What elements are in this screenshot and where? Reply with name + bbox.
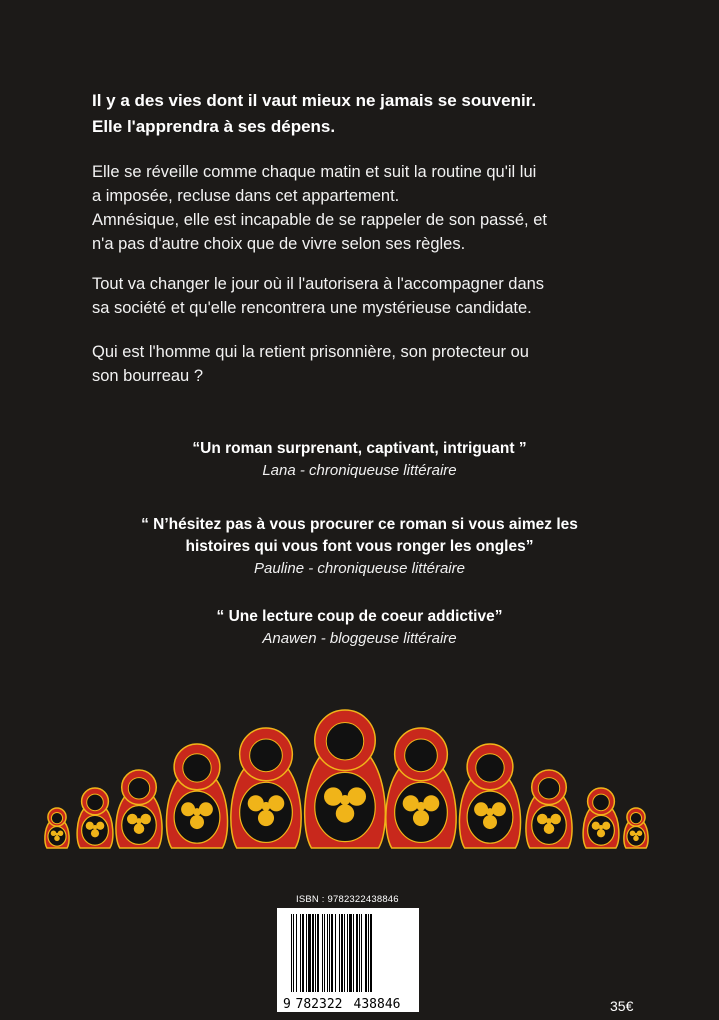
matryoshka-doll (459, 744, 520, 848)
review-author: Anawen - bloggeuse littéraire (262, 630, 457, 647)
synopsis-paragraph-3 (92, 340, 652, 388)
synopsis-line: Amnésique, elle est incapable de se rappeler de son passé, et (92, 211, 547, 229)
tagline-line-2: Elle l'apprendra à ses dépens. (92, 117, 336, 136)
barcode-bars (277, 908, 419, 1012)
review-quote: “ N’hésitez pas à vous procurer ce roman si vous aimez les (141, 516, 578, 533)
barcode-bar (315, 914, 316, 992)
synopsis-line: Qui est l'homme qui la retient prisonnière, son protecteur ou (92, 343, 529, 361)
barcode-bar (331, 914, 333, 992)
review-author: Pauline - chroniqueuse littéraire (254, 560, 465, 577)
synopsis-paragraph-2 (92, 272, 652, 320)
matryoshka-doll (166, 744, 227, 848)
matryoshka-doll (624, 808, 648, 848)
matryoshka-dolls-illustration (0, 700, 719, 860)
barcode-digits: 438846 (353, 997, 401, 1012)
matryoshka-doll (386, 728, 456, 848)
barcode-digits: 9 (283, 997, 291, 1012)
matryoshka-doll (77, 788, 113, 848)
review-quote: histoires qui vous font vous ronger les ongles” (185, 538, 534, 555)
barcode-bar (347, 914, 348, 992)
barcode-bar (308, 914, 311, 992)
barcode-bar (327, 914, 328, 992)
matryoshka-doll (45, 808, 69, 848)
barcode-bar (293, 914, 294, 992)
barcode-bar (359, 914, 360, 992)
price: 35€ (610, 998, 634, 1014)
matryoshka-doll (305, 710, 386, 848)
barcode-bar (324, 914, 325, 992)
barcode-bar (291, 914, 292, 992)
barcode-bar (353, 914, 354, 992)
review-quote: “Un roman surprenant, captivant, intriguant ” (192, 440, 527, 457)
barcode-bar (300, 914, 301, 992)
review-author: Lana - chroniqueuse littéraire (262, 462, 457, 479)
barcode-bar (349, 914, 352, 992)
barcode-bar (317, 914, 319, 992)
synopsis-line: Tout va changer le jour où il l'autorisera à l'accompagner dans (92, 275, 545, 293)
barcode-bar (368, 914, 369, 992)
barcode-bar (361, 914, 362, 992)
synopsis-line: a imposée, recluse dans cet appartement. (92, 187, 400, 205)
isbn-label: ISBN : 9782322438846 (296, 894, 399, 905)
barcode-bar (370, 914, 372, 992)
synopsis-paragraph-1 (92, 160, 652, 256)
barcode-bar (341, 914, 343, 992)
barcode-bar (302, 914, 304, 992)
tagline (92, 88, 652, 140)
barcode-bar (335, 914, 336, 992)
review-3 (0, 606, 719, 650)
barcode-bar (296, 914, 297, 992)
matryoshka-doll (231, 728, 301, 848)
barcode-bar (306, 914, 307, 992)
synopsis-line: Elle se réveille comme chaque matin et suit la routine qu'il lui (92, 163, 537, 181)
review-1 (0, 438, 719, 482)
barcode-bar (356, 914, 358, 992)
matryoshka-doll (583, 788, 619, 848)
synopsis-line: sa société et qu'elle rencontrera une mystérieuse candidate. (92, 299, 532, 317)
barcode-bar (339, 914, 340, 992)
review-2 (0, 514, 719, 580)
matryoshka-doll (526, 770, 572, 848)
synopsis-line: n'a pas d'autre choix que de vivre selon ses règles. (92, 235, 466, 253)
barcode-bar (344, 914, 345, 992)
review-quote: “ Une lecture coup de coeur addictive” (216, 608, 503, 625)
barcode-bar (329, 914, 330, 992)
barcode-bar (322, 914, 323, 992)
barcode-digits: 782322 (295, 997, 343, 1012)
tagline-line-1: Il y a des vies dont il vaut mieux ne jamais se souvenir. (92, 91, 537, 110)
barcode (277, 908, 419, 1012)
barcode-bar (365, 914, 367, 992)
synopsis-line: son bourreau ? (92, 367, 203, 385)
matryoshka-doll (116, 770, 162, 848)
barcode-bar (312, 914, 314, 992)
